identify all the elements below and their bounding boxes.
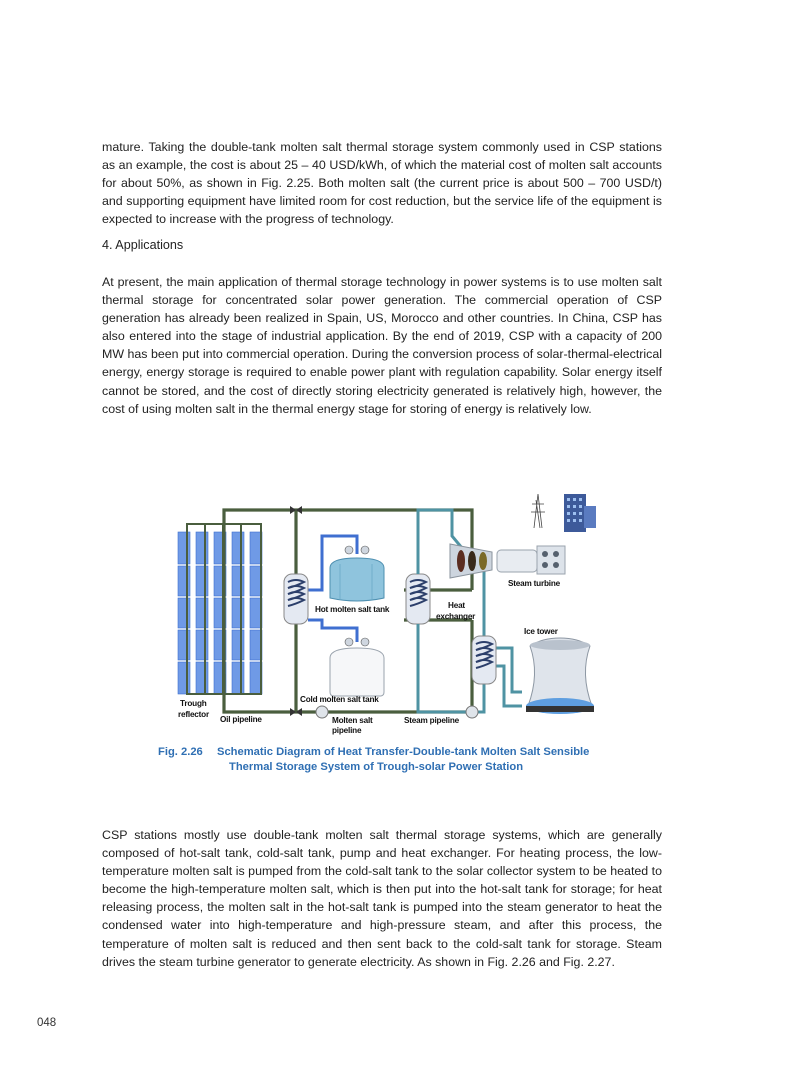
- figure-2-26-diagram: [172, 488, 622, 738]
- label-trough-reflector-1: Trough: [180, 699, 207, 708]
- applications-paragraph: At present, the main application of thermal storage technology in power systems is to use molten salt thermal storage for concentrated solar power generation. The commercial operation of CSP generation has already been realized in Spain, US, Morocco and other countries. In China, CSP has also entered into the stage of industrial application. By the end of 2019, CSP with a capacity of 200 MW has been put into commercial operation. During the conversion process of solar-thermal-electrical energy, energy storage is required to enable power plant with regulation capability. Solar energy itself cannot be stored, and the cost of directly storing electricity generated is relatively high, however, the cost of using molten salt in the thermal energy stage for storing of energy is relatively low.: [102, 275, 662, 416]
- heat-exchanger-icon-1: [284, 574, 308, 624]
- steam-turbine-icon: [450, 544, 565, 578]
- cooling-tower-icon: [526, 638, 594, 714]
- label-molten-salt-pipeline-1: Molten salt: [332, 716, 373, 725]
- label-oil-pipeline: Oil pipeline: [220, 715, 262, 724]
- label-trough-reflector-2: reflector: [178, 710, 209, 719]
- label-cold-tank: Cold molten salt tank: [300, 695, 379, 704]
- pump-icon: [316, 706, 328, 718]
- trough-reflector-icon: [178, 524, 262, 694]
- caption-line-1: Schematic Diagram of Heat Transfer-Double-tank Molten Salt Sensible: [217, 746, 590, 758]
- figure-caption: [158, 745, 628, 775]
- heat-exchanger-icon-2: [406, 574, 430, 624]
- page-number: 048: [37, 1017, 57, 1029]
- building-icon: [564, 494, 596, 532]
- label-ice-tower: Ice tower: [524, 627, 558, 636]
- cold-tank-icon: [330, 638, 384, 696]
- condenser-icon: [472, 636, 496, 684]
- csp-stations-paragraph: CSP stations mostly use double-tank molten salt thermal storage systems, which are generally composed of hot-salt tank, cold-salt tank, pump and heat exchanger. For heating process, the low-temperature molten salt is pumped from the cold-salt tank to the solar collector system to be heated to become the high-temperature molten salt, which is then put into the hot-salt tank for storage; for heat releasing process, the molten salt in the hot-salt tank is pumped into the steam generator to heat the condensed water into high-temperature and high-pressure steam, and after this process, the temperature of molten salt is reduced and then sent back to the cold-salt tank for storage. Steam drives the steam turbine generator to generate electricity. As shown in Fig. 2.26 and Fig. 2.27.: [102, 828, 662, 969]
- label-molten-salt-pipeline-2: pipeline: [332, 726, 362, 735]
- power-tower-icon: [531, 494, 545, 528]
- label-steam-pipeline: Steam pipeline: [404, 716, 459, 725]
- pump-icon-2: [466, 706, 478, 718]
- section-heading-applications: 4. Applications: [102, 238, 184, 252]
- label-heat-exchanger-1: Heat: [448, 601, 465, 610]
- hot-tank-icon: [330, 546, 384, 601]
- label-heat-exchanger-2: exchanger: [436, 612, 476, 621]
- intro-paragraph: mature. Taking the double-tank molten salt thermal storage system commonly used in CSP stations as an example, the cost is about 25 – 40 USD/kWh, of which the material cost of molten salt accounts for about 50%, as shown in Fig. 2.25. Both molten salt (the current price is about 500 – 700 USD/t) and supporting equipment have limited room for cost reduction, but the service life of the equipment is expected to increase with the progress of technology.: [102, 140, 662, 227]
- label-steam-turbine: Steam turbine: [508, 579, 560, 588]
- caption-line-2: Thermal Storage System of Trough-solar Power Station: [229, 761, 524, 773]
- figure-number: Fig. 2.26: [158, 746, 203, 758]
- label-hot-tank: Hot molten salt tank: [315, 605, 390, 614]
